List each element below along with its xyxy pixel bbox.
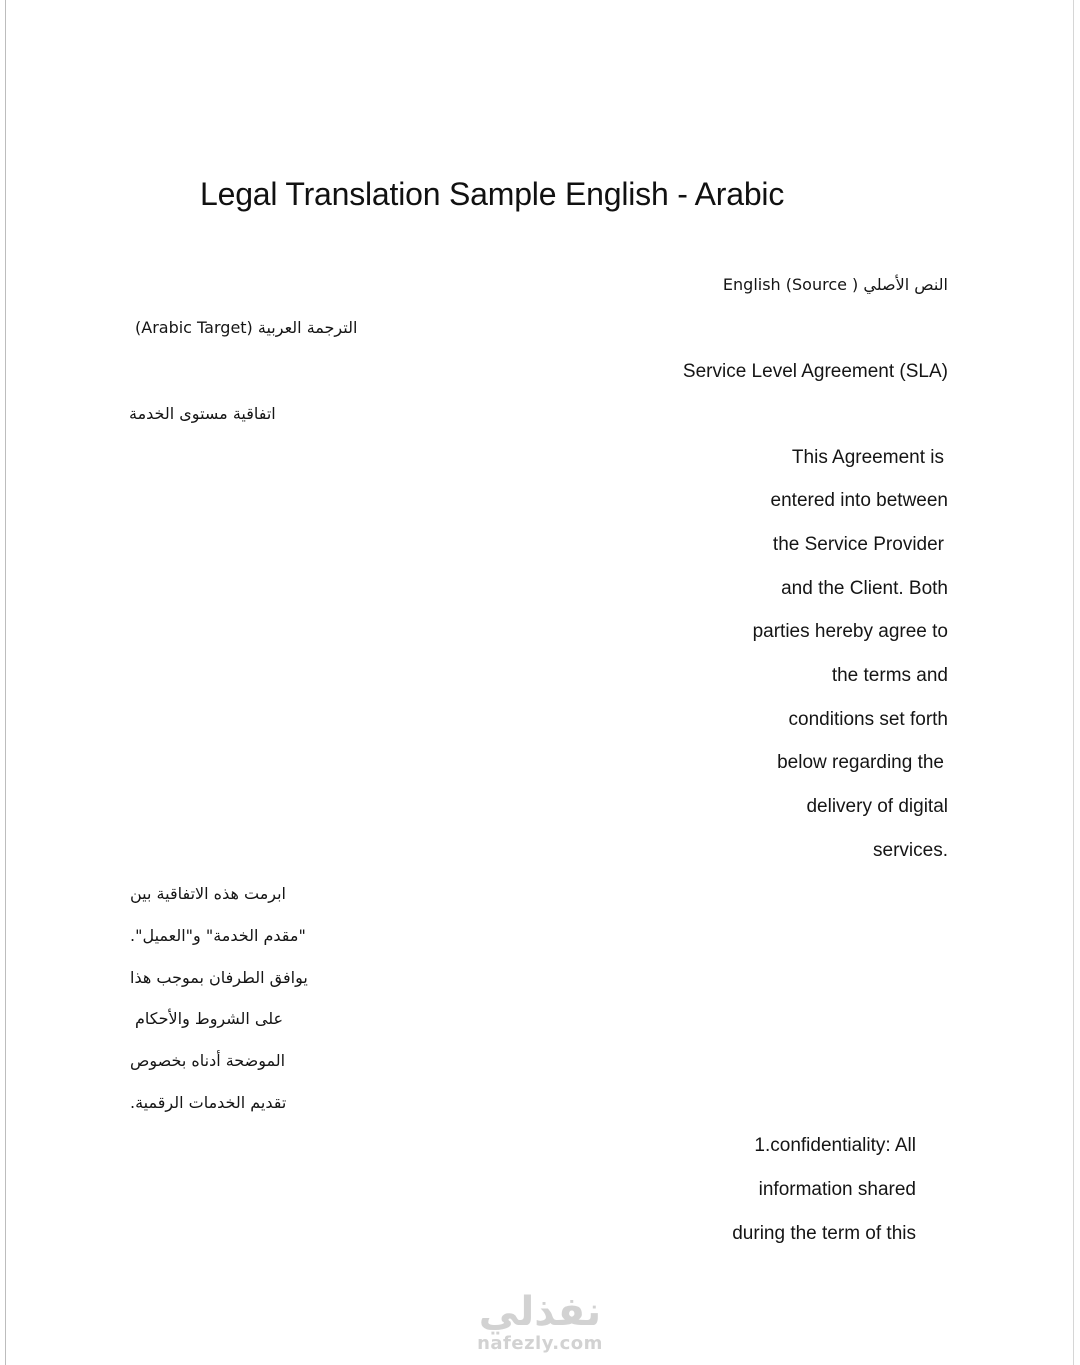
target-heading: (Arabic Target) الترجمة العربية (135, 318, 358, 337)
intro-arabic-line: "مقدم الخدمة" و"العميل". (130, 926, 306, 945)
intro-english-line: delivery of digital (806, 796, 948, 817)
clause1-english-line: during the term of this (732, 1223, 916, 1244)
watermark-latin: nafezly.com (477, 1333, 603, 1354)
intro-arabic-line: الموضحة أدناه بخصوص (130, 1051, 286, 1070)
intro-english-line: parties hereby agree to (752, 621, 948, 642)
intro-english-line: entered into between (770, 490, 948, 511)
intro-english-line: services. (873, 840, 948, 861)
clause1-english-line: information shared (758, 1179, 916, 1200)
document-title: Legal Translation Sample English - Arabic (200, 176, 785, 212)
intro-arabic-line: يوافق الطرفان بموجب هذا (130, 968, 308, 987)
clause1-english-line: 1.confidentiality: All (754, 1135, 916, 1156)
watermark-logo (460, 1290, 620, 1354)
page-border-left (5, 0, 6, 1365)
watermark-arabic: نفذلي (478, 1289, 602, 1335)
intro-english-line: conditions set forth (788, 709, 948, 730)
intro-english-line: the Service Provider (772, 534, 944, 555)
sla-title-arabic: اتفاقية مستوى الخدمة (129, 404, 276, 423)
intro-english-line: the terms and (831, 665, 948, 686)
intro-english-line: and the Client. Both (781, 578, 948, 599)
page-border-right (1073, 0, 1074, 1365)
intro-arabic-line: ابرمت هذه الاتفاقية بين (130, 884, 286, 903)
intro-english-line: below regarding the (777, 752, 944, 773)
source-heading: English (Source ) النص الأصلي (722, 275, 948, 294)
intro-arabic-line: على الشروط والأحكام (135, 1009, 284, 1028)
intro-english-line: This Agreement is (791, 447, 944, 468)
intro-arabic-line: تقديم الخدمات الرقمية. (130, 1093, 287, 1112)
sla-title-english: Service Level Agreement (SLA) (682, 361, 948, 382)
